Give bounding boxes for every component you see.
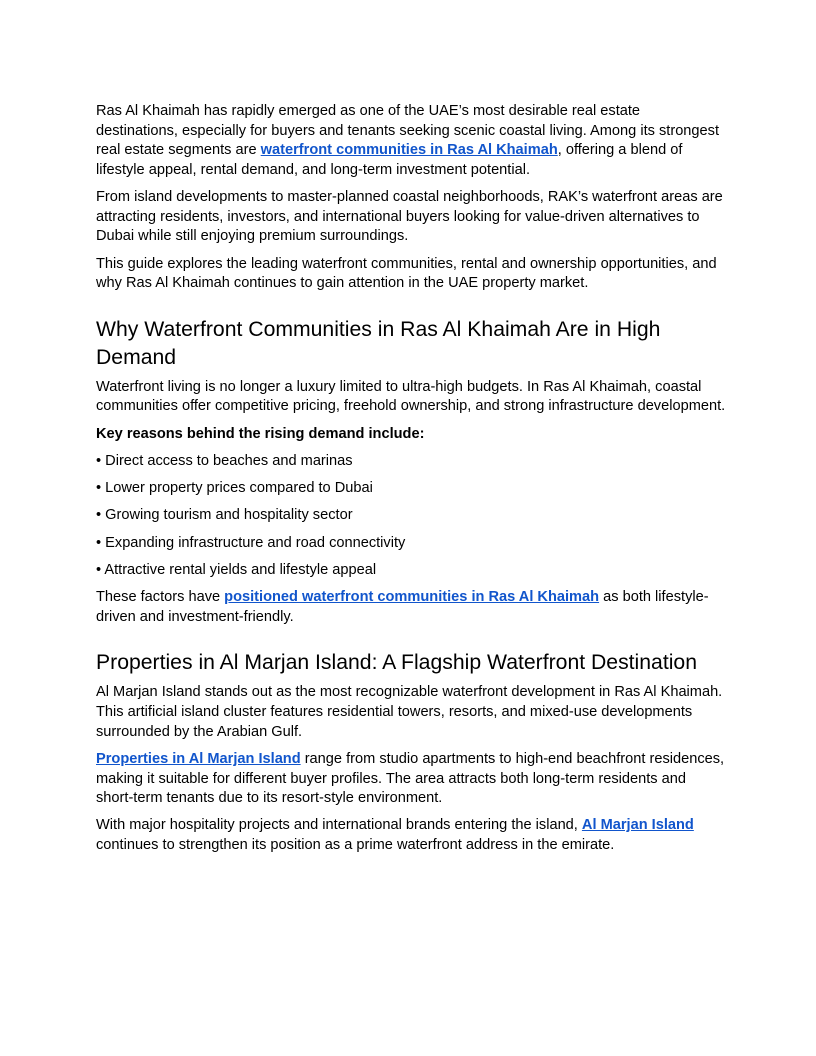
intro-p1-text: Ras Al Khaimah has rapidly emerged as one of the UAE’s most desirable real estate destinations, especially for buyers and tenants seeking scenic coastal living. Among its strongest real estate segments are — [96, 103, 720, 159]
bullet-item: • Growing tourism and hospitality sector — [96, 507, 353, 524]
bullet-item: • Lower property prices compared to Dubai — [96, 480, 373, 497]
document-page — [96, 102, 726, 863]
section-heading-al-marjan: Properties in Al Marjan Island: A Flagship Waterfront Destination — [96, 651, 697, 675]
section-heading-demand: Why Waterfront Communities in Ras Al Khaimah Are in High Demand — [96, 317, 661, 369]
demand-closing-paragraph — [96, 588, 726, 627]
intro-paragraph-1 — [96, 102, 726, 180]
reasons-label: Key reasons behind the rising demand include: — [96, 425, 425, 442]
closing-text-end: as both lifestyle-driven and investment-friendly. — [96, 589, 709, 625]
intro-paragraph-2: From island developments to master-planned coastal neighborhoods, RAK’s waterfront areas are attracting residents, investors, and international buyers looking for value-driven alternatives to Dubai while still enjoying premium surroundings. — [96, 189, 723, 245]
demand-paragraph: Waterfront living is no longer a luxury limited to ultra-high budgets. In Ras Al Khaimah, coastal communities offer competitive pricing, freehold ownership, and strong infrastructure development. — [96, 378, 726, 415]
al-marjan-paragraph-1: Al Marjan Island stands out as the most recognizable waterfront development in Ras Al Khaimah. This artificial island cluster features residential towers, resorts, and mixed-use developments surrounded by the Arabian Gulf. — [96, 684, 723, 740]
al-marjan-paragraph-3 — [96, 816, 726, 855]
bullet-item: • Expanding infrastructure and road connectivity — [96, 534, 406, 551]
properties-al-marjan-link[interactable]: Properties in Al Marjan Island — [96, 750, 301, 767]
al-marjan-p3-text: With major hospitality projects and international brands entering the island, — [96, 817, 582, 834]
al-marjan-p3-text-end: continues to strengthen its position as a prime waterfront address in the emirate. — [96, 837, 615, 853]
positioned-waterfront-link[interactable]: positioned waterfront communities in Ras Al Khaimah — [224, 589, 600, 606]
al-marjan-island-link[interactable]: Al Marjan Island — [581, 817, 694, 834]
al-marjan-p2-text: range from studio apartments to high-end beachfront residences, making it suitable for different buyer profiles. The area attracts both long-term residents and short-term tenants due to its resort-style environment. — [96, 750, 725, 807]
closing-text: These factors have — [96, 589, 225, 606]
bullet-item: • Attractive rental yields and lifestyle appeal — [96, 562, 377, 578]
al-marjan-paragraph-2 — [96, 750, 726, 809]
intro-p1-text-end: , offering a blend of lifestyle appeal, rental demand, and long-term investment potential. — [96, 142, 683, 178]
bullet-item: • Direct access to beaches and marinas — [96, 452, 353, 469]
waterfront-communities-link[interactable]: waterfront communities in Ras Al Khaimah — [260, 142, 558, 159]
intro-paragraph-3: This guide explores the leading waterfront communities, rental and ownership opportunities, and why Ras Al Khaimah continues to gain attention in the UAE property market. — [96, 255, 717, 292]
